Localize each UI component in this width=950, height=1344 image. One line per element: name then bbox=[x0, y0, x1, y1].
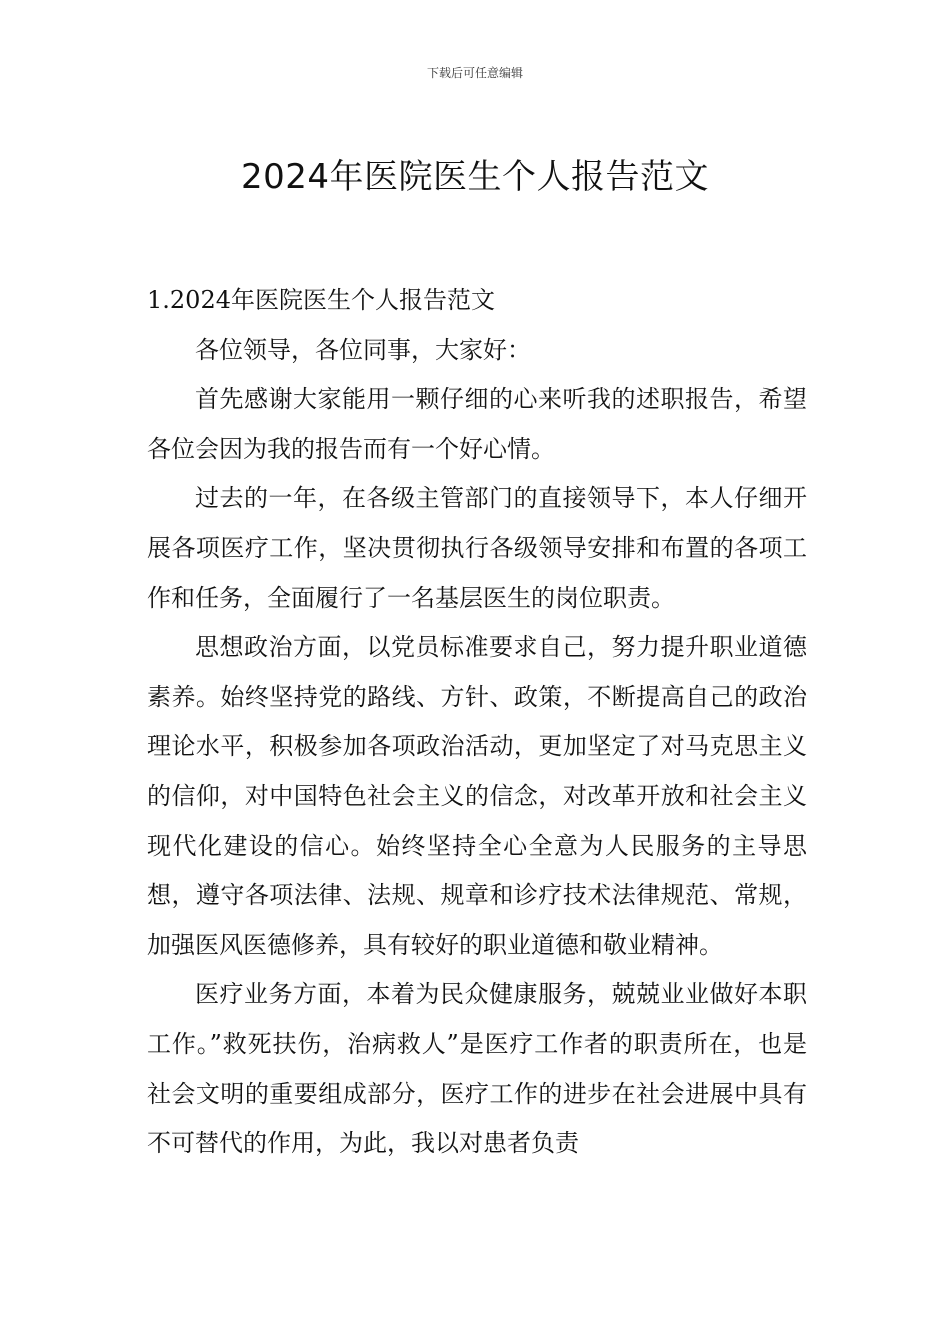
paragraph-medical-work: 医疗业务方面，本着为民众健康服务，兢兢业业做好本职工作。”救死扶伤，治病救人”是医疗工作者的职责所在，也是社会文明的重要组成部分，医疗工作的进步在社会进展中具有不可替代的作用，为此，我以对患者负责 bbox=[147, 980, 807, 1158]
section-heading: 1.2024年医院医生个人报告范文 bbox=[147, 286, 495, 314]
paragraph-overview: 过去的一年，在各级主管部门的直接领导下，本人仔细开展各项医疗工作，坚决贯彻执行各级领导安排和布置的各项工作和任务，全面履行了一名基层医生的岗位职责。 bbox=[147, 484, 807, 612]
document-title: 2024年医院医生个人报告范文 bbox=[240, 156, 710, 197]
paragraph-thanks: 首先感谢大家能用一颗仔细的心来听我的述职报告，希望各位会因为我的报告而有一个好心情。 bbox=[147, 385, 807, 463]
header-note: 下载后可任意编辑 bbox=[426, 66, 523, 80]
paragraph-political: 思想政治方面，以党员标准要求自己，努力提升职业道德素养。始终坚持党的路线、方针、政策，不断提高自己的政治理论水平，积极参加各项政治活动，更加坚定了对马克思主义的信仰，对中国特色社会主义的信念，对改革开放和社会主义现代化建设的信心。始终坚持全心全意为人民服务的主导思想，遵守各项法律、法规、规章和诊疗技术法律规范、常规，加强医风医德修养，具有较好的职业道德和敬业精神。 bbox=[147, 633, 807, 959]
document-body bbox=[147, 276, 807, 1169]
paragraph-greeting: 各位领导，各位同事，大家好： bbox=[195, 335, 531, 364]
